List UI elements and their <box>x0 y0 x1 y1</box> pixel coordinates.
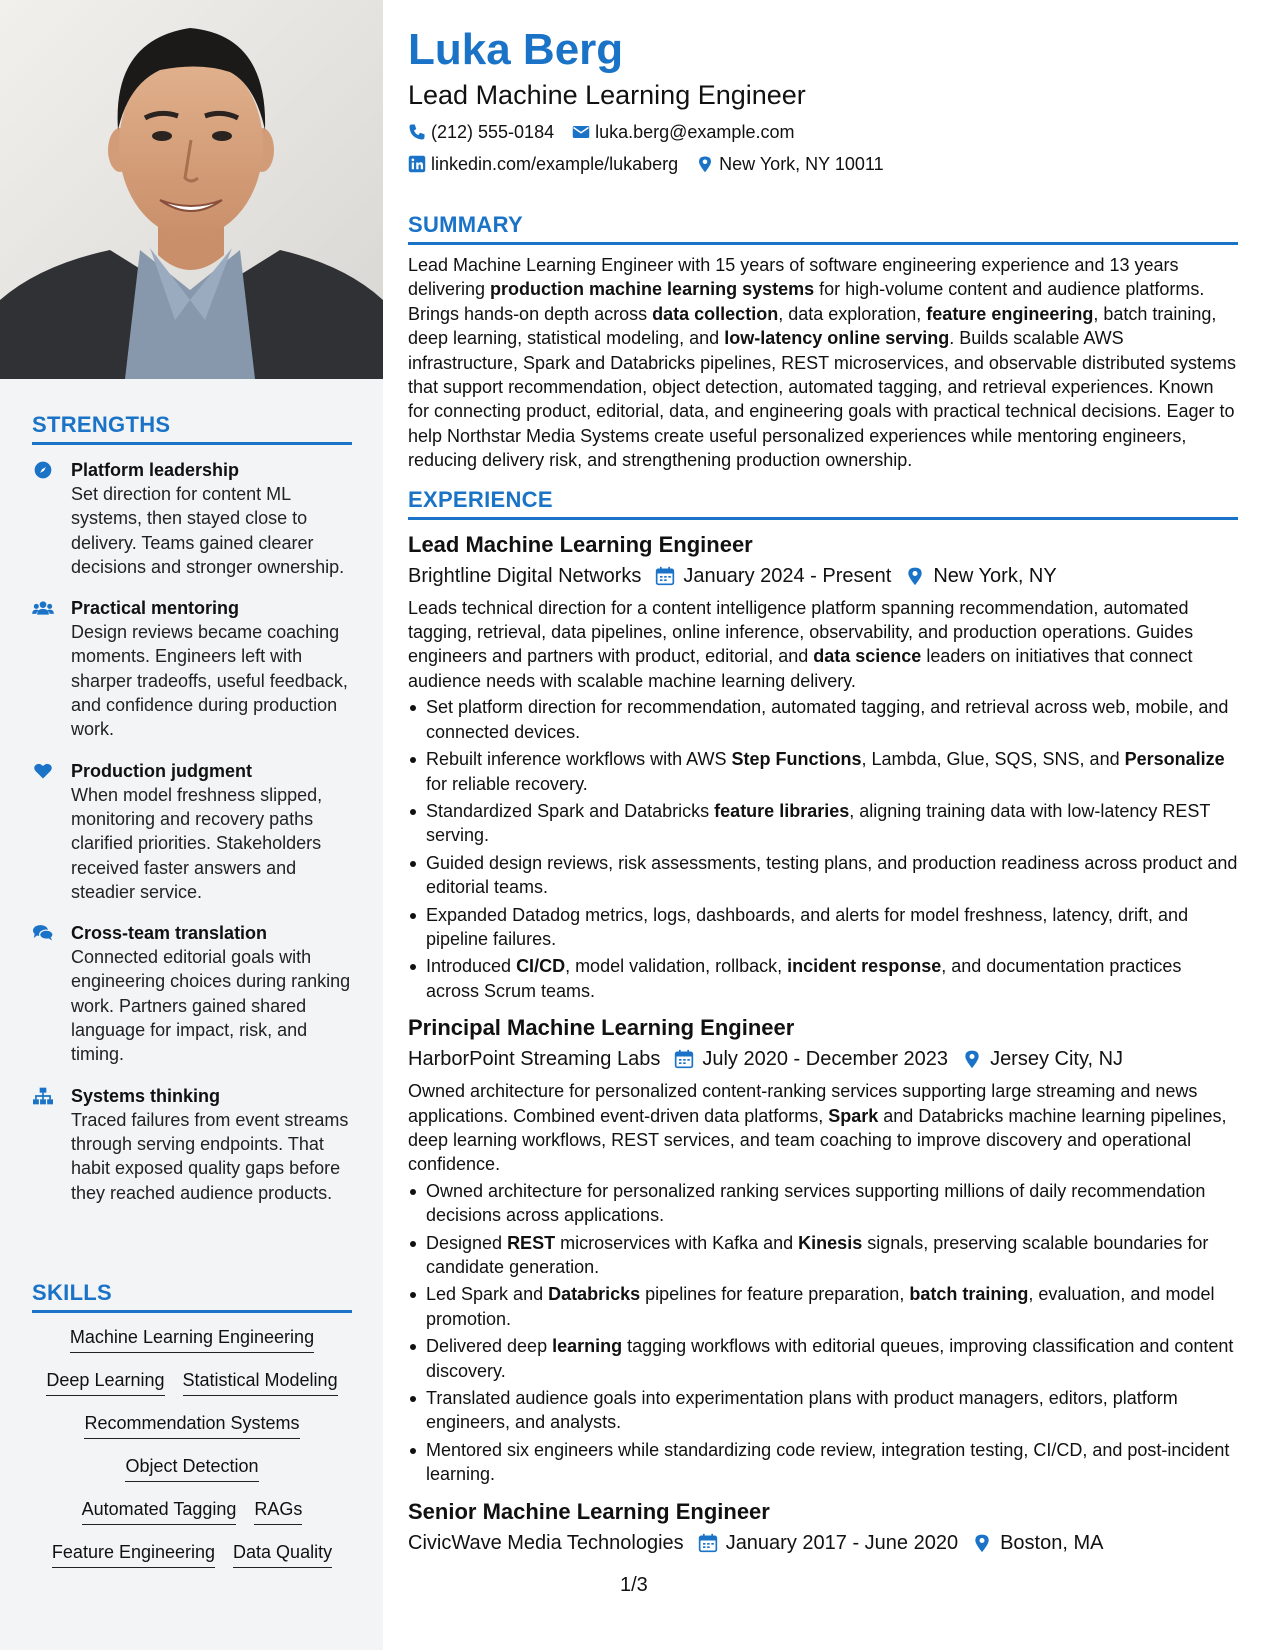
summary-text: Lead Machine Learning Engineer with 15 years of software engineering experience and 13 years delivering production machine learning systems for high-volume content and audience platforms. Brings hands-on depth across data collection, data exploration, feature engineering, batch training, deep learning, statistical modeling, and low-latency online serving. Builds scalable AWS infrastructure, Spark and Databricks pipelines, REST microservices, and observable distributed systems that support recommendation, object detection, automated tagging, and retrieval experiences. Known for connecting product, editorial, data, and engineering goals with practical technical decisions. Eager to help Northstar Media Systems create useful personalized experiences while mentoring engineers, reducing delivery risk, and strengthening production ownership. <box>408 255 1237 471</box>
email-contact[interactable] <box>572 120 794 144</box>
job-location: Boston, MA <box>1000 1531 1104 1554</box>
job-dates: January 2017 - June 2020 <box>725 1531 959 1554</box>
strength-title: Platform leadership <box>71 460 240 480</box>
job-company: Brightline Digital Networks <box>408 564 642 587</box>
job-bullet: Rebuilt inference workflows with AWS Step Functions, Lambda, Glue, SQS, SNS, and Personalize for reliable recovery. <box>408 747 1238 796</box>
compass-icon <box>32 460 54 480</box>
job-title: Lead Machine Learning Engineer <box>408 531 753 557</box>
linkedin-contact[interactable] <box>408 152 678 176</box>
skill-tag: Machine Learning Engineering <box>70 1325 314 1353</box>
location-contact <box>696 152 883 176</box>
profile-photo <box>0 0 383 379</box>
strength-item <box>32 1084 357 1205</box>
sidebar <box>0 0 383 1650</box>
jobs-list <box>408 530 1238 1557</box>
skill-tag: Automated Tagging <box>82 1497 237 1525</box>
strength-desc: Set direction for content ML systems, then stayed close to delivery. Teams gained clearer decisions and stronger ownership. <box>71 484 345 577</box>
skill-tag: Deep Learning <box>46 1368 164 1396</box>
job-meta <box>408 1529 1238 1557</box>
job-dates: July 2020 - December 2023 <box>702 1048 949 1071</box>
job-description: Owned architecture for personalized content-ranking services supporting large streaming and news applications. Combined event-driven data platforms, Spark and Databricks machine learning pipelines, deep learning workflows, REST services, and team coaching to improve discovery and operational confidence. <box>408 1081 1227 1175</box>
job-company: CivicWave Media Technologies <box>408 1531 684 1554</box>
strength-title: Cross-team translation <box>71 923 268 944</box>
skill-row <box>32 1325 352 1353</box>
strength-desc: Design reviews became coaching moments. Engineers left with sharper tradeoffs, useful feedback, and confidence during production work. <box>71 622 348 740</box>
job-title: Senior Machine Learning Engineer <box>408 1498 770 1524</box>
skill-tag: Statistical Modeling <box>183 1368 338 1396</box>
skill-row <box>32 1497 352 1525</box>
job-meta <box>408 1045 1238 1073</box>
job-location: Jersey City, NJ <box>990 1048 1124 1071</box>
page-number: 1/3 <box>620 1574 648 1596</box>
map-pin-icon <box>962 1049 982 1069</box>
skill-tag: Data Quality <box>233 1540 332 1568</box>
job-description: Leads technical direction for a content intelligence platform spanning recommendation, automated tagging, retrieval, data pipelines, online inference, observability, and production operations. Guides engineers and partners with product, editorial, and data science leaders on initiatives that connect audience needs with scalable machine learning delivery. <box>408 597 1194 691</box>
job-location: New York, NY <box>933 564 1057 587</box>
strength-title: Production judgment <box>71 760 252 781</box>
contact-row <box>408 152 1238 176</box>
skill-tag: RAGs <box>254 1497 302 1525</box>
linkedin-text: linkedin.com/example/lukaberg <box>431 154 679 174</box>
job-company: HarborPoint Streaming Labs <box>408 1048 661 1071</box>
job-bullet: Guided design reviews, risk assessments, testing plans, and production readiness across product and editorial teams. <box>408 851 1238 900</box>
map-pin-icon <box>905 566 925 586</box>
email-text: luka.berg@example.com <box>595 122 795 142</box>
job-bullet: Set platform direction for recommendation, automated tagging, and retrieval across web, mobile, and connected devices. <box>408 695 1238 744</box>
job-bullet: Designed REST microservices with Kafka and Kinesis signals, preserving scalable boundaries for candidate generation. <box>408 1231 1238 1280</box>
strength-title: Systems thinking <box>71 1085 221 1106</box>
phone-contact[interactable] <box>408 120 554 144</box>
job-entry <box>408 530 1238 1004</box>
job-bullet: Standardized Spark and Databricks feature libraries, aligning training data with low-latency REST serving. <box>408 799 1238 848</box>
job-bullet: Introduced CI/CD, model validation, rollback, incident response, and documentation practices across Scrum teams. <box>408 954 1238 1003</box>
experience-heading: EXPERIENCE <box>408 487 1238 520</box>
calendar-icon <box>698 1533 718 1553</box>
strength-title: Practical mentoring <box>71 598 240 619</box>
linkedin-icon <box>408 155 426 173</box>
job-entry <box>408 1013 1238 1487</box>
skill-row <box>32 1454 352 1482</box>
strength-item <box>32 596 357 741</box>
strengths-list <box>32 458 357 1222</box>
strength-desc: Traced failures from event streams through serving endpoints. That habit exposed quality gaps before they reached audience products. <box>71 1109 349 1203</box>
skill-tag: Object Detection <box>125 1454 258 1482</box>
skills-heading: SKILLS <box>32 1280 352 1313</box>
candidate-title: Lead Machine Learning Engineer <box>408 80 806 110</box>
job-bullet: Owned architecture for personalized ranking services supporting millions of daily recommendation decisions across applications. <box>408 1179 1238 1228</box>
contact-row <box>408 120 1238 144</box>
chat-icon <box>32 923 54 943</box>
strength-desc: When model freshness slipped, monitoring and recovery paths clarified priorities. Stakeholders received faster answers and steadier service. <box>71 784 323 902</box>
job-entry <box>408 1497 1238 1557</box>
skill-row <box>32 1540 352 1568</box>
job-bullet: Delivered deep learning tagging workflows with editorial queues, improving classification and content discovery. <box>408 1334 1238 1383</box>
location-text: New York, NY 10011 <box>719 154 884 174</box>
skill-row <box>32 1368 352 1396</box>
job-bullets <box>408 1179 1238 1487</box>
sitemap-icon <box>32 1086 54 1106</box>
summary-heading: SUMMARY <box>408 212 1238 245</box>
job-bullet: Mentored six engineers while standardizing code review, integration testing, CI/CD, and post-incident learning. <box>408 1438 1238 1487</box>
job-bullets <box>408 695 1238 1003</box>
skills-list <box>32 1325 352 1583</box>
users-icon <box>32 598 54 618</box>
job-bullet: Led Spark and Databricks pipelines for feature preparation, batch training, evaluation, and model promotion. <box>408 1282 1238 1331</box>
heart-icon <box>32 761 54 781</box>
job-bullet: Translated audience goals into experimentation plans with product managers, editors, platform engineers, and analysts. <box>408 1386 1238 1435</box>
skill-row <box>32 1411 352 1439</box>
envelope-icon <box>572 123 590 141</box>
job-meta <box>408 562 1238 590</box>
skill-tag: Feature Engineering <box>52 1540 215 1568</box>
phone-icon <box>408 123 426 141</box>
map-pin-icon <box>972 1533 992 1553</box>
job-bullet: Expanded Datadog metrics, logs, dashboards, and alerts for model freshness, latency, drift, and pipeline failures. <box>408 903 1238 952</box>
strengths-heading: STRENGTHS <box>32 412 352 445</box>
phone-text: (212) 555-0184 <box>431 122 555 142</box>
candidate-name: Luka Berg <box>408 25 624 74</box>
strength-item <box>32 759 357 904</box>
calendar-icon <box>655 566 675 586</box>
job-dates: January 2024 - Present <box>683 564 892 587</box>
skill-tag: Recommendation Systems <box>84 1411 299 1439</box>
strength-item <box>32 458 357 579</box>
main-content <box>408 22 1238 1557</box>
calendar-icon <box>674 1049 694 1069</box>
map-pin-icon <box>696 155 714 173</box>
job-title: Principal Machine Learning Engineer <box>408 1015 795 1041</box>
strength-item <box>32 921 357 1066</box>
strength-desc: Connected editorial goals with engineering choices during ranking work. Partners gained shared language for impact, risk, and timing. <box>71 947 351 1065</box>
